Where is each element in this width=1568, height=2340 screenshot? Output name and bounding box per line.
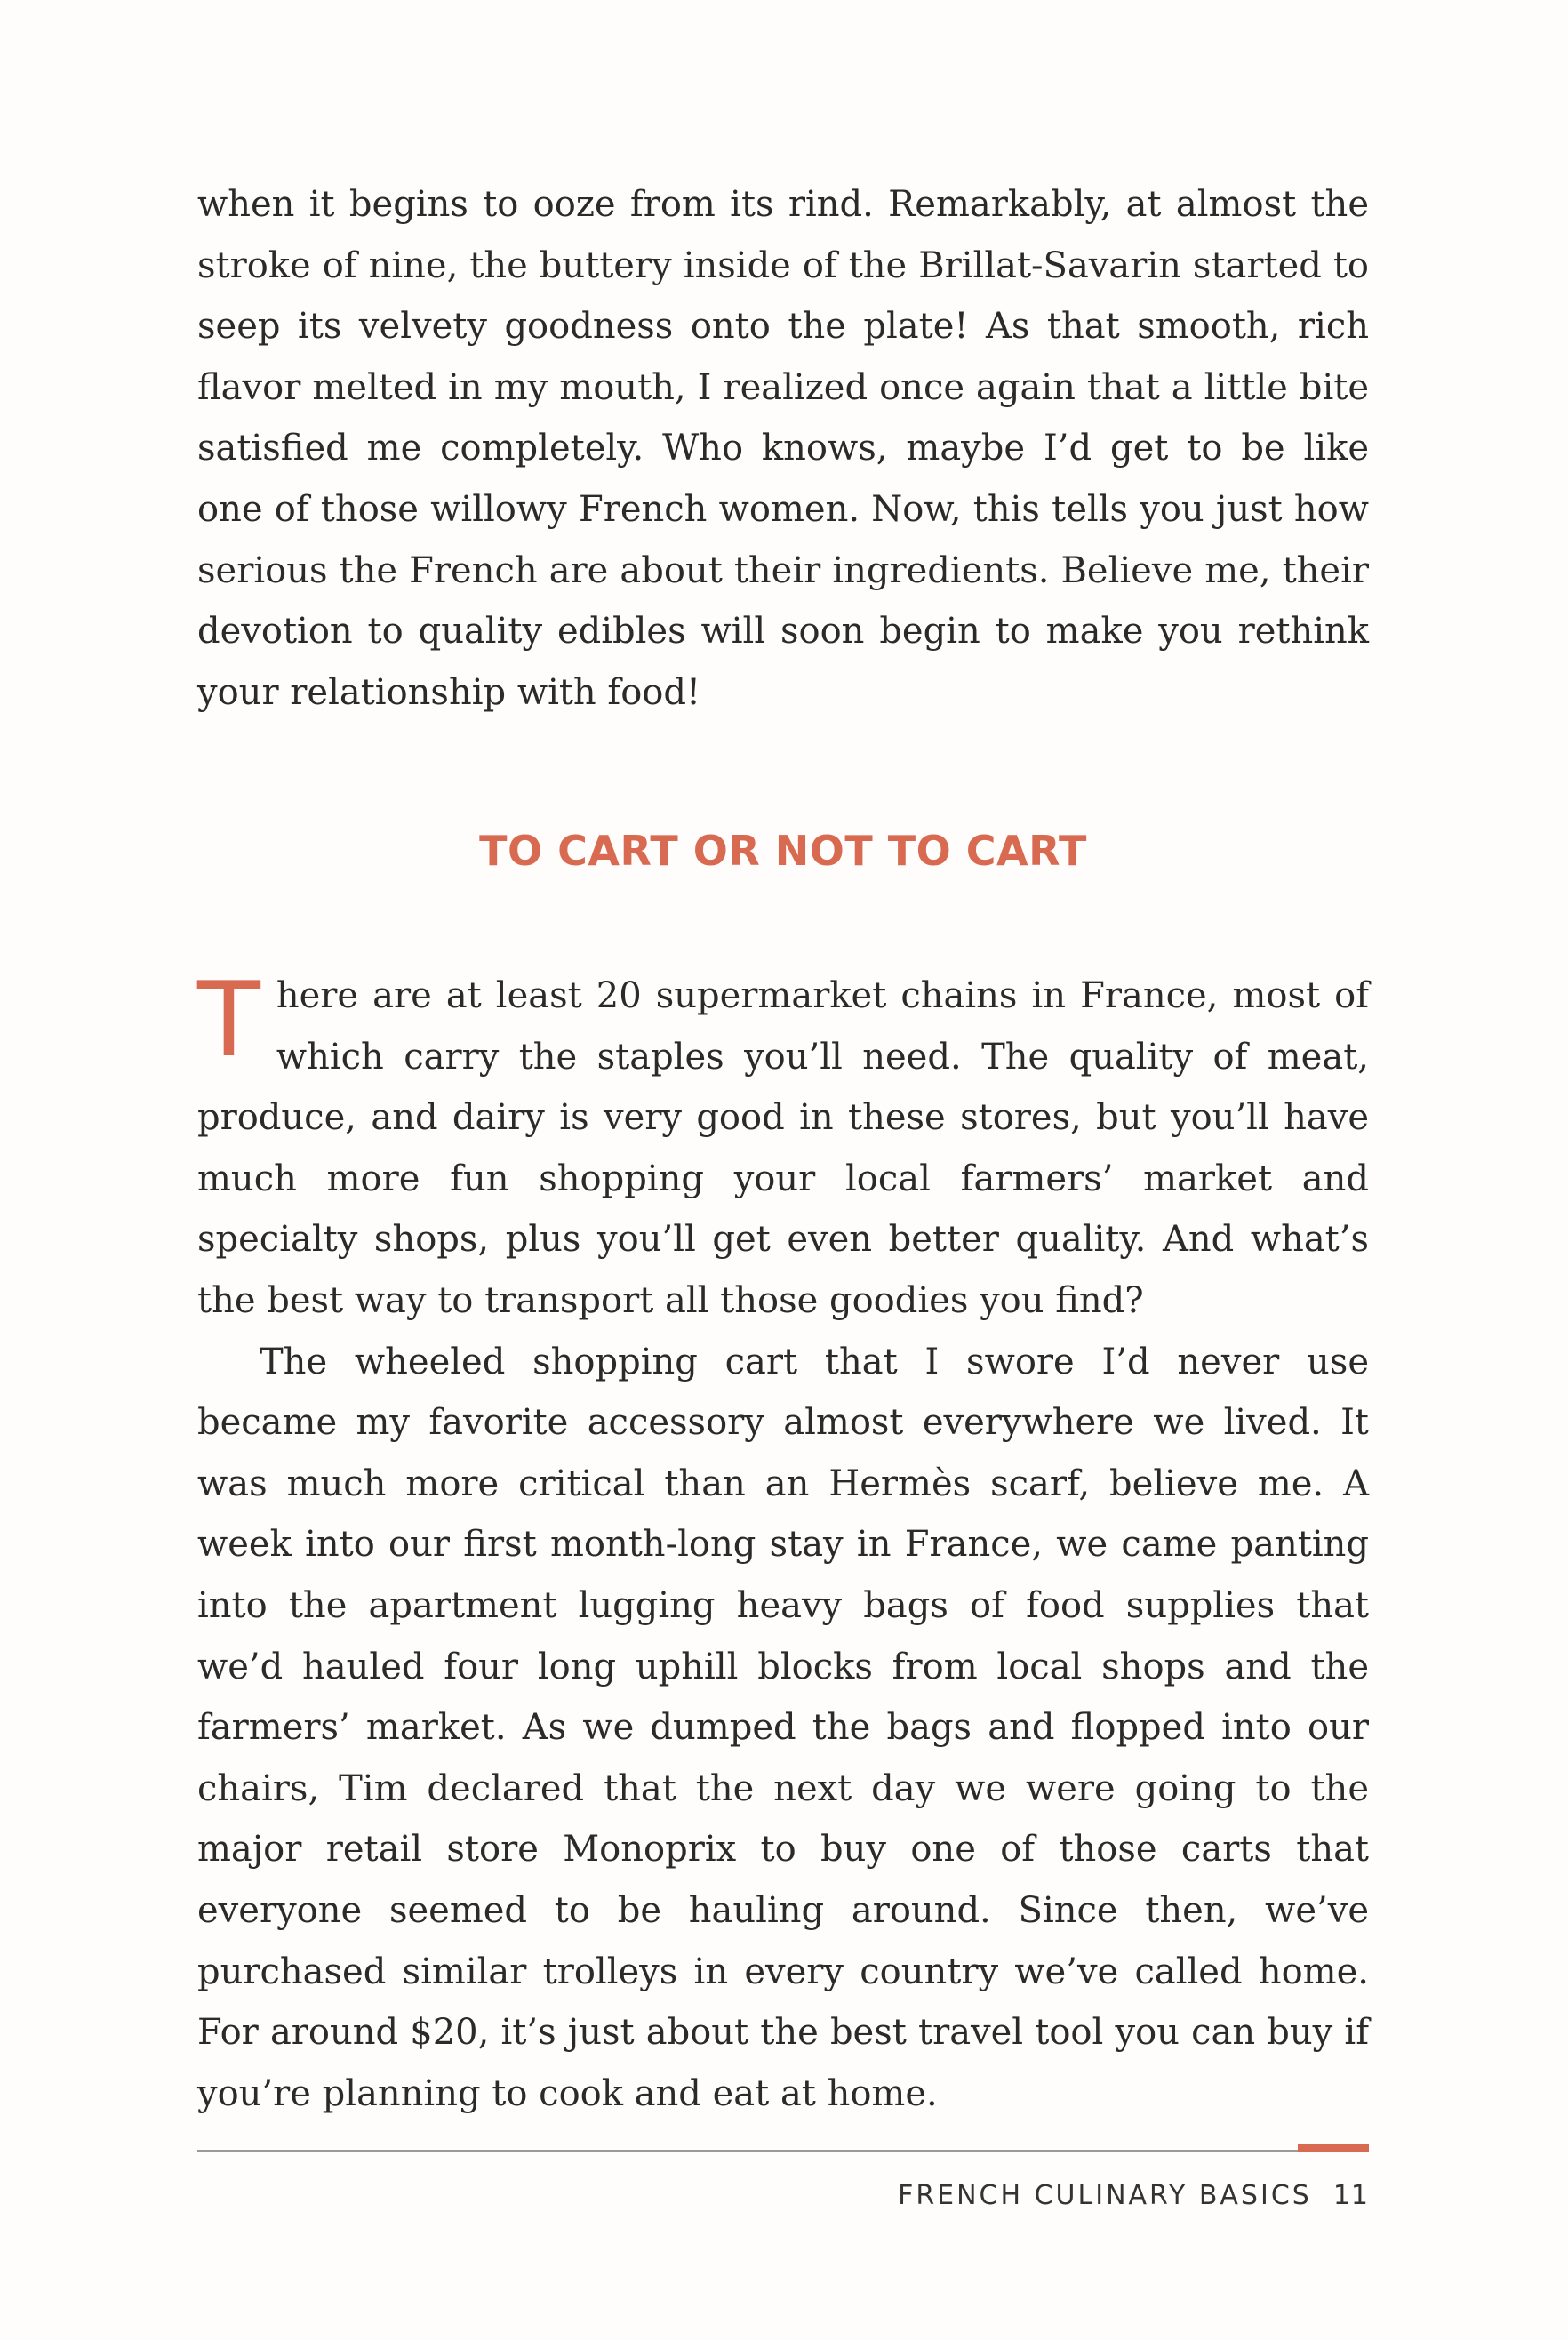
paragraph-1 xyxy=(197,960,1369,1332)
paragraph-2: The wheeled shopping cart that I swore I’d never use became my favorite accessory almost everywhere we lived. It was much more critical than an Hermès scarf, believe me. A week into our first month-long stay in France, we came panting into the apartment lugging heavy bags of food supplies that we’d hauled four long uphill blocks from local shops and the farmers’ market. As we dumped the bags and flopped into our chairs, Tim declared that the next day we were going to the major retail store Monoprix to buy one of those carts that everyone seemed to be hauling around. Since then, we’ve purchased similar trolleys in every country we’ve called home. For around $20, it’s just about the best travel tool you can buy if you’re planning to cook and eat at home. xyxy=(197,1341,1369,2114)
top-paragraph: when it begins to ooze from its rind. Remarkably, at almost the stroke of nine, the buttery inside of the Brillat-Savarin started to seep its velvety goodness onto the plate! As that smooth, rich flavor melted in my mouth, I realized once again that a little bite satisfied me completely. Who knows, maybe I’d get to be like one of those willowy French women. Now, this tells you just how serious the French are about their ingredients. Believe me, their devotion to quality edibles will soon begin to make you rethink your relationship with food! xyxy=(197,184,1369,713)
section-heading-block xyxy=(197,827,1369,875)
drop-cap: T xyxy=(197,960,260,1080)
section-body xyxy=(197,960,1369,2124)
running-footer-title: FRENCH CULINARY BASICS xyxy=(898,2180,1312,2211)
page-number: 11 xyxy=(1332,2180,1369,2211)
page-footer xyxy=(898,2180,1369,2211)
footer-rule xyxy=(197,2150,1369,2152)
paragraph-1-text: here are at least 20 supermarket chains in France, most of which carry the staples you’ll need. The quality of meat, produce, and dairy is very good in these stores, but you’ll have much more fun shopping your local farmers’ market and specialty shops, plus you’ll get even better quality. And what’s the best way to transport all those goodies you find? xyxy=(197,975,1369,1321)
section-heading: TO CART OR NOT TO CART xyxy=(479,827,1087,875)
top-paragraph-block xyxy=(197,174,1369,723)
footer-rule-accent xyxy=(1298,2144,1369,2152)
